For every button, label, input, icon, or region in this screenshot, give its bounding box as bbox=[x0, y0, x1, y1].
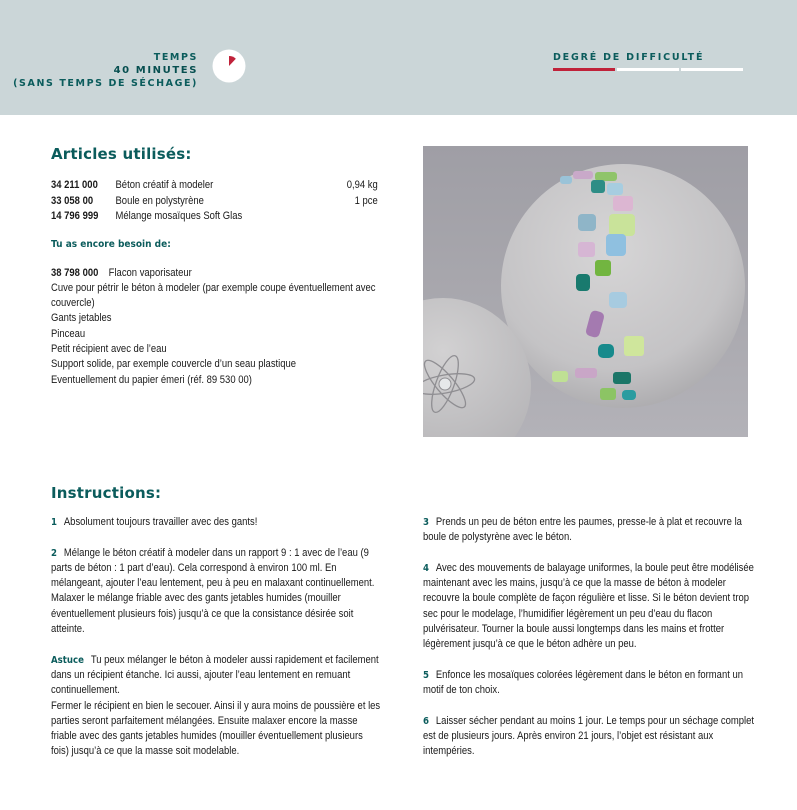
instructions-column-right bbox=[423, 515, 797, 775]
step-text: Avec des mouvements de balayage uniformes, la boule peut être modélisée maintenant avec les mains, jusqu’à ce que la masse de béton à modeler recouvre la boule complète de façon régulière et lisse. Si le béton devient trop sec pour le modelage, l’humidifier légèrement un peu d’eau du flacon pulvérisateur. Tourner la boule aussi longtemps dans les mains et frotter légèrement jusqu’à ce que le béton adhère un peu. bbox=[423, 561, 754, 651]
concrete-balls-illustration bbox=[423, 146, 748, 437]
instruction-step bbox=[423, 515, 754, 546]
instruction-step bbox=[423, 561, 754, 653]
articles-section bbox=[51, 145, 391, 388]
articles-title: Articles utilisés: bbox=[51, 145, 192, 163]
besoin-number: 38 798 000 bbox=[51, 266, 99, 279]
besoin-item: Support solide, par exemple couvercle d’un seau plastique bbox=[51, 358, 297, 371]
article-name: Boule en polystyrène bbox=[115, 194, 204, 207]
difficulty-meter bbox=[553, 52, 743, 71]
article-name: Béton créatif à modeler bbox=[115, 179, 214, 191]
step-text: Prends un peu de béton entre les paumes, presse-le à plat et recouvre la boule de polystyrène avec le béton. bbox=[423, 516, 742, 544]
astuce-label: Astuce bbox=[51, 654, 84, 666]
besoin-item: Cuve pour pétrir le béton à modeler (par exemple coupe éventuellement avec couvercle) bbox=[51, 281, 376, 310]
instruction-step bbox=[423, 668, 754, 699]
besoin-item bbox=[51, 266, 382, 281]
article-row bbox=[51, 194, 378, 210]
astuce-text: Tu peux mélanger le béton à modeler aussi rapidement et facilement dans un récipient étanche. Ici aussi, ajouter l’eau lentement en remuant continuellement. bbox=[51, 653, 379, 697]
article-number: 33 058 00 bbox=[51, 194, 94, 207]
article-row bbox=[51, 209, 378, 225]
header-band bbox=[0, 0, 797, 115]
besoin-item: Pinceau bbox=[51, 327, 86, 340]
besoin-list bbox=[51, 266, 382, 388]
step-text: Laisser sécher pendant au moins 1 jour. Le temps pour un séchage complet est de plusieurs jours. Après environ 21 jours, l’objet est résistant aux intempéries. bbox=[423, 714, 755, 758]
step-number: 3 bbox=[423, 517, 429, 528]
astuce-tip-continued: Fermer le récipient en bien le secouer. Ainsi il y aura moins de poussière et les parties seront parfaitement mélangées. Ensuite malaxer encore la masse friable avec des gants jetables humides (mouiller éventuellement plusieurs fois) jusqu’à ce que la masse soit modelable. bbox=[51, 699, 381, 758]
step-number: 2 bbox=[51, 547, 57, 559]
step-text: Mélange le béton créatif à modeler dans un rapport 9 : 1 avec de l’eau (9 parts de béton : 1 part d’eau). Cela correspond à environ 100 ml. En mélangeant, ajouter l’eau lentement, peu à peu en malaxant continuellement. Malaxer le mélange friable avec des gants jetables humides (mouiller éventuellement plusieurs fois) jusqu’à ce que la consistance désirée soit atteinte. bbox=[51, 546, 375, 636]
flower-center bbox=[439, 378, 451, 390]
instruction-step bbox=[423, 714, 754, 760]
time-label: TEMPS bbox=[153, 52, 198, 63]
difficulty-label: DEGRÉ DE DIFFICULTÉ bbox=[553, 52, 705, 63]
difficulty-bar bbox=[553, 68, 615, 71]
article-number: 14 796 999 bbox=[51, 210, 99, 222]
time-note: (SANS TEMPS DE SÉCHAGE) bbox=[13, 78, 198, 89]
besoin-item: Eventuellement du papier émeri (réf. 89 530 00) bbox=[51, 373, 252, 386]
difficulty-bar bbox=[617, 68, 679, 71]
article-number: 34 211 000 bbox=[51, 179, 98, 191]
article-row bbox=[51, 178, 378, 194]
step-number: 4 bbox=[423, 562, 429, 574]
article-qty: 1 pce bbox=[354, 194, 378, 207]
besoin-item: Petit récipient avec de l’eau bbox=[51, 342, 167, 355]
article-name: Mélange mosaïques Soft Glas bbox=[115, 210, 243, 222]
besoin-item: Gants jetables bbox=[51, 312, 112, 325]
step-number: 1 bbox=[51, 517, 57, 528]
product-photo bbox=[423, 146, 748, 437]
article-qty: 0,94 kg bbox=[346, 179, 378, 191]
article-qty bbox=[326, 209, 378, 225]
difficulty-bar bbox=[681, 68, 743, 71]
step-text: Enfonce les mosaïques colorées légèrement dans le béton en formant un motif de ton choix. bbox=[423, 668, 743, 697]
instructions-title: Instructions: bbox=[51, 484, 162, 502]
difficulty-bars bbox=[553, 68, 743, 71]
instructions-column-left bbox=[51, 515, 436, 775]
timer-icon bbox=[212, 49, 246, 83]
time-value: 40 MINUTES bbox=[113, 65, 198, 76]
step-number: 6 bbox=[423, 715, 429, 727]
besoin-title: Tu as encore besoin de: bbox=[51, 238, 171, 250]
step-text: Absolument toujours travailler avec des gants! bbox=[63, 516, 258, 528]
step-number: 5 bbox=[423, 669, 429, 681]
astuce-tip bbox=[51, 653, 382, 699]
articles-list bbox=[51, 178, 391, 225]
time-info bbox=[13, 52, 198, 90]
instruction-step bbox=[51, 546, 382, 638]
instruction-step bbox=[51, 515, 382, 530]
besoin-name: Flacon vaporisateur bbox=[108, 266, 192, 279]
